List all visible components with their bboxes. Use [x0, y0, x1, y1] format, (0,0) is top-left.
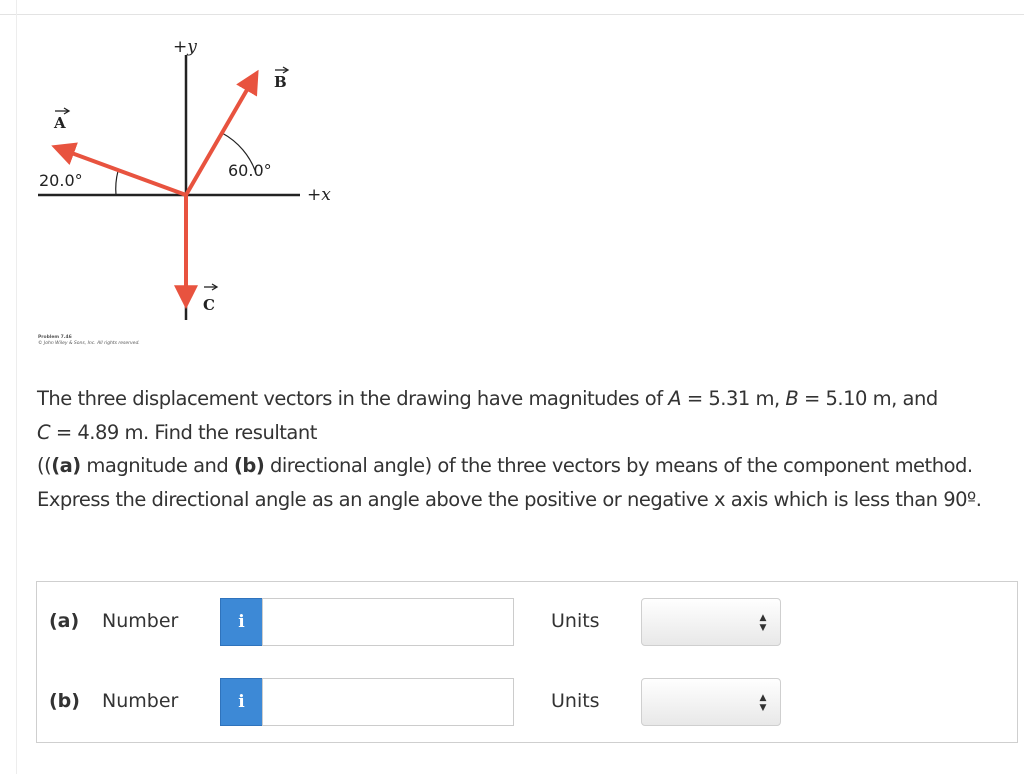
- number-input-b[interactable]: [262, 678, 514, 726]
- problem-statement: [37, 382, 1022, 516]
- info-icon: i: [238, 692, 245, 712]
- select-arrows-icon: ▲ ▼: [759, 693, 767, 713]
- vector-b-label: B: [274, 73, 287, 91]
- var-c: C: [37, 420, 51, 444]
- vector-a-label-group: [53, 108, 69, 132]
- left-margin-line: [16, 0, 17, 774]
- units-select-b[interactable]: [641, 678, 781, 726]
- info-icon: i: [238, 612, 245, 632]
- part-label: (b): [49, 690, 80, 712]
- vector-c-label: C: [203, 296, 215, 314]
- vector-b-label-group: [274, 67, 288, 91]
- number-input-a[interactable]: [262, 598, 514, 646]
- angle-b-label: 60.0°: [228, 161, 272, 180]
- part-label: (a): [49, 610, 80, 632]
- var-b: B: [785, 387, 799, 410]
- part-b-marker: (b): [233, 454, 265, 477]
- units-label: Units: [551, 610, 600, 632]
- problem-text-intro: The three displacement vectors in the drawing have magnitudes of: [37, 387, 669, 410]
- info-button[interactable]: [220, 678, 262, 726]
- x-axis-label: +x: [307, 185, 331, 205]
- problem-paragraph-2: [37, 449, 1022, 516]
- figure-credit-line2: © John Wiley & Sons, Inc. All rights reserved.: [38, 341, 140, 346]
- value-a: = 5.31 m,: [681, 387, 786, 410]
- vector-a-label: A: [54, 114, 66, 132]
- select-arrows-icon: ▲ ▼: [759, 613, 767, 633]
- vector-c-label-group: [203, 284, 217, 314]
- value-c: = 4.89 m. Find the resultant: [50, 420, 317, 444]
- number-label: Number: [102, 690, 179, 712]
- var-a: A: [668, 387, 682, 410]
- number-label: Number: [102, 610, 179, 632]
- y-axis-label: +y: [173, 37, 197, 57]
- answer-panel: [36, 581, 1018, 743]
- part-a-marker: (a): [51, 454, 81, 477]
- vector-diagram-svg: [30, 30, 350, 360]
- answer-row-a: [37, 598, 1017, 648]
- vector-diagram: [30, 30, 350, 360]
- value-b: = 5.10 m, and: [798, 387, 938, 410]
- answer-row-b: [37, 678, 1017, 728]
- problem-open-paren: ((: [37, 454, 52, 477]
- figure-credit-line1: Problem 7.46: [38, 335, 72, 340]
- angle-a-arc: [116, 171, 118, 195]
- angle-a-label: 20.0°: [39, 171, 83, 190]
- units-select-a[interactable]: [641, 598, 781, 646]
- problem-text-rest: directional angle) of the three vectors by means of the component method. Express the directional angle as an angle above the positive or negative x axis which is less than 90º.: [37, 454, 982, 511]
- info-button[interactable]: [220, 598, 262, 646]
- units-label: Units: [551, 690, 600, 712]
- problem-text-mid: magnitude and: [80, 454, 234, 477]
- problem-paragraph-1: [37, 382, 1022, 449]
- top-divider: [0, 14, 1024, 15]
